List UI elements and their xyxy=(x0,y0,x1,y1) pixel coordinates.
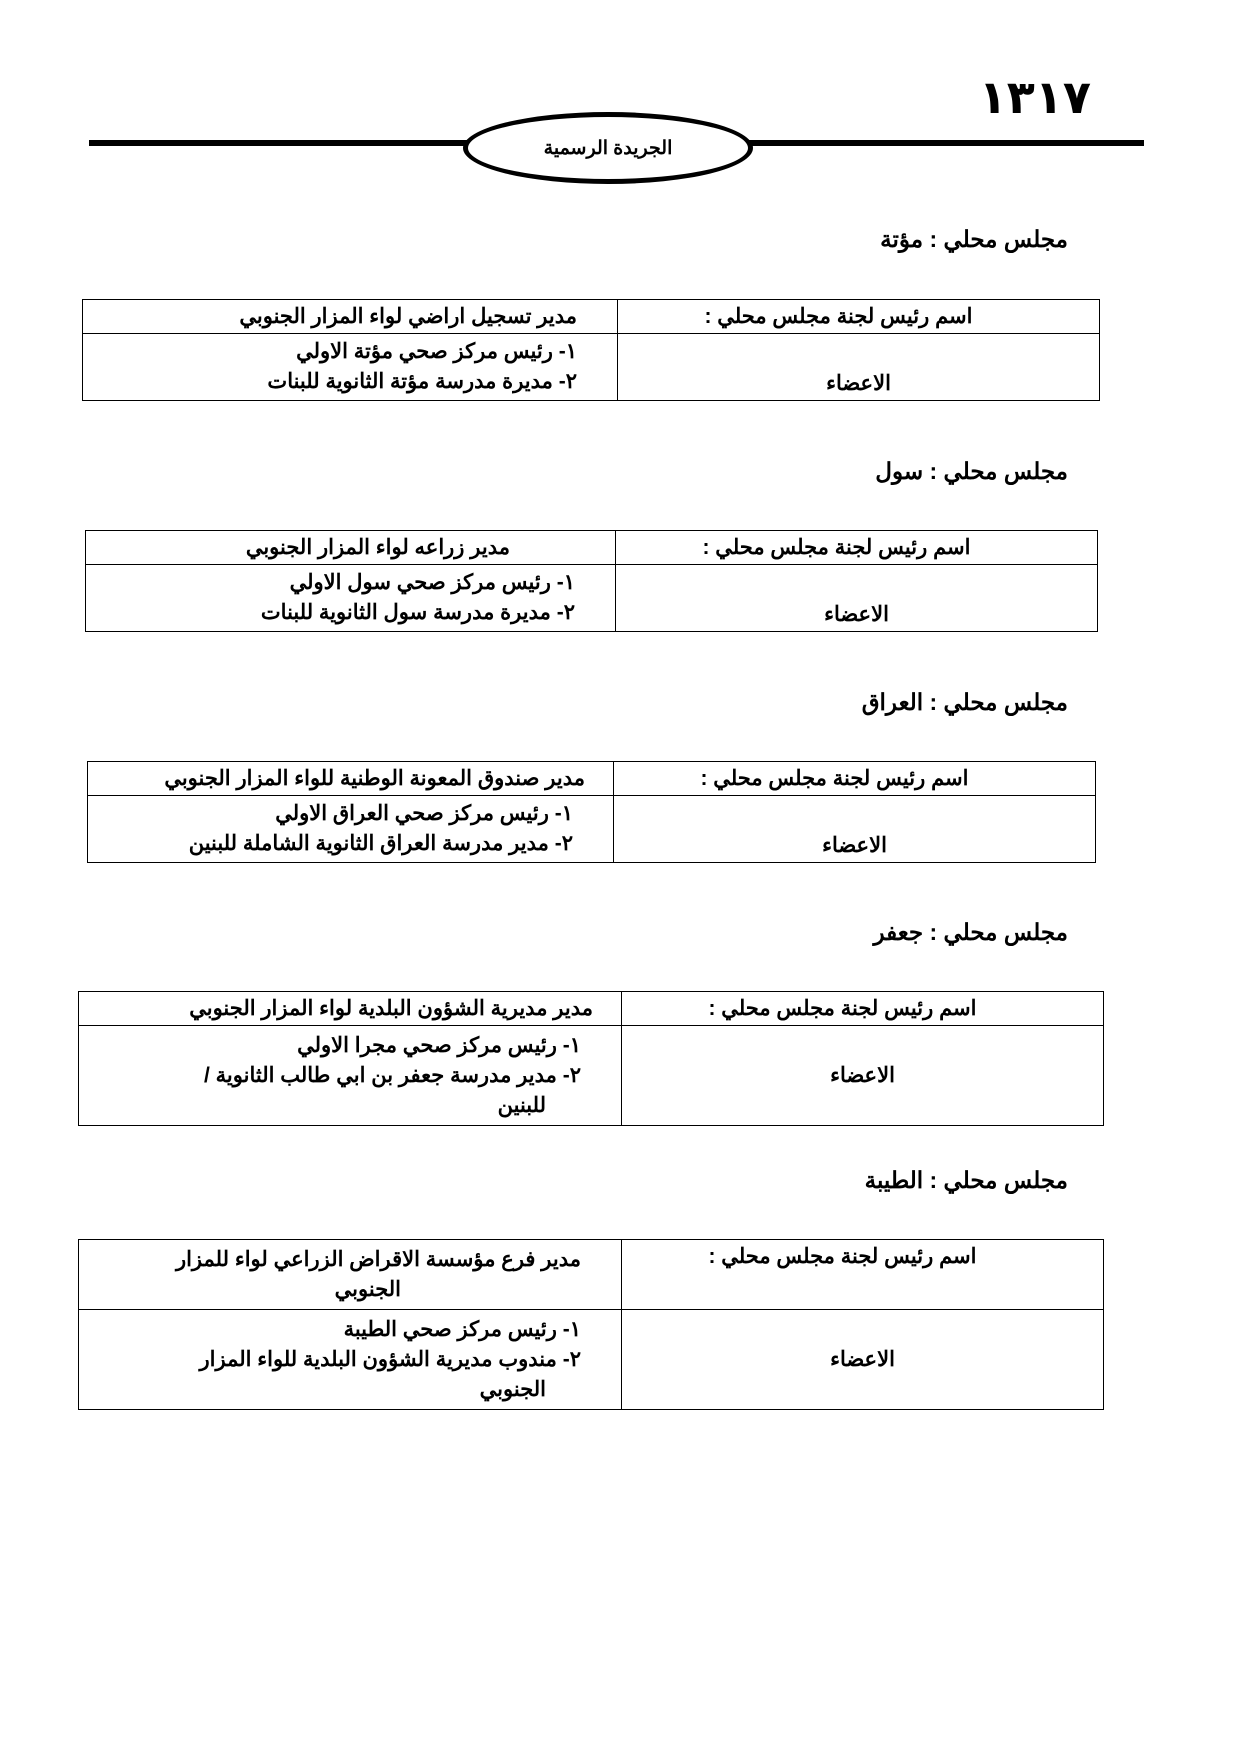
council-table-tayba xyxy=(78,1239,1104,1410)
chair-label-cell xyxy=(614,762,1096,796)
council-title-iraq: مجلس محلي : العراق xyxy=(861,689,1068,715)
chair-value: مدير زراعه لواء المزار الجنوبي xyxy=(245,536,510,559)
chair-label-cell xyxy=(622,992,1104,1026)
council-title-mutah: مجلس محلي : مؤتة xyxy=(880,226,1068,252)
chair-value-cell xyxy=(79,992,622,1026)
council-table-jafar xyxy=(78,991,1104,1126)
members-label-cell xyxy=(616,565,1098,632)
chair-label: اسم رئيس لجنة مجلس محلي : xyxy=(708,1245,977,1268)
member-item-continuation: الجنوبي xyxy=(479,1377,546,1401)
members-label-cell xyxy=(622,1026,1104,1126)
chair-value-cell xyxy=(88,762,614,796)
member-item: ٢- مدير مدرسة العراق الثانوية الشاملة للبنين xyxy=(188,832,573,855)
council-title-sul: مجلس محلي : سول xyxy=(875,458,1068,484)
members-row xyxy=(86,565,1098,632)
chair-row xyxy=(88,762,1096,796)
chair-label-cell xyxy=(618,300,1100,334)
gazette-header-oval xyxy=(463,112,753,184)
member-item: ٢- مديرة مدرسة مؤتة الثانوية للبنات xyxy=(267,370,577,393)
chair-label: اسم رئيس لجنة مجلس محلي : xyxy=(700,767,969,790)
members-row xyxy=(83,334,1100,401)
chair-value: مدير فرع مؤسسة الاقراض الزراعي لواء للمزار xyxy=(175,1247,581,1271)
members-label: الاعضاء xyxy=(830,1064,895,1087)
member-item: ٢- مديرة مدرسة سول الثانوية للبنات xyxy=(260,601,575,624)
chair-label-cell xyxy=(616,531,1098,565)
members-row xyxy=(88,796,1096,863)
council-table-iraq xyxy=(87,761,1096,863)
members-label-cell xyxy=(614,796,1096,863)
chair-row xyxy=(79,1240,1104,1310)
members-label: الاعضاء xyxy=(824,603,889,626)
chair-value-cell xyxy=(79,1240,622,1310)
gazette-header-title: الجريدة الرسمية xyxy=(543,137,673,159)
members-value-cell xyxy=(79,1310,622,1410)
chair-label: اسم رئيس لجنة مجلس محلي : xyxy=(708,997,977,1020)
members-row xyxy=(79,1026,1104,1126)
chair-label-cell xyxy=(622,1240,1104,1310)
members-value-cell xyxy=(83,334,618,401)
chair-label: اسم رئيس لجنة مجلس محلي : xyxy=(702,536,971,559)
member-item: ١- رئيس مركز صحي مجرا الاولي xyxy=(297,1033,581,1057)
chair-value: مدير تسجيل اراضي لواء المزار الجنوبي xyxy=(239,305,577,328)
chair-row xyxy=(83,300,1100,334)
council-table-mutah xyxy=(82,299,1100,401)
members-value-cell xyxy=(79,1026,622,1126)
council-title-jafar: مجلس محلي : جعفر xyxy=(873,919,1068,945)
chair-value: مدير مديرية الشؤون البلدية لواء المزار الجنوبي xyxy=(189,997,593,1020)
chair-value-cell xyxy=(86,531,616,565)
member-item: ١- رئيس مركز صحي الطيبة xyxy=(343,1317,581,1341)
members-label: الاعضاء xyxy=(826,372,891,395)
members-label-cell xyxy=(622,1310,1104,1410)
member-item: ١- رئيس مركز صحي سول الاولي xyxy=(289,571,575,594)
chair-value-continuation: الجنوبي xyxy=(334,1277,401,1301)
members-label: الاعضاء xyxy=(830,1348,895,1371)
chair-label: اسم رئيس لجنة مجلس محلي : xyxy=(704,305,973,328)
chair-value: مدير صندوق المعونة الوطنية للواء المزار الجنوبي xyxy=(164,767,585,790)
council-table-sul xyxy=(85,530,1098,632)
chair-value-cell xyxy=(83,300,618,334)
chair-row xyxy=(79,992,1104,1026)
member-item: ١- رئيس مركز صحي العراق الاولي xyxy=(275,802,573,825)
member-item: ٢- مندوب مديرية الشؤون البلدية للواء المزار xyxy=(199,1347,581,1371)
council-title-tayba: مجلس محلي : الطيبة xyxy=(864,1167,1068,1193)
members-label: الاعضاء xyxy=(822,834,887,857)
members-value-cell xyxy=(88,796,614,863)
member-item-continuation: للبنين xyxy=(497,1093,546,1117)
members-value-cell xyxy=(86,565,616,632)
member-item: ١- رئيس مركز صحي مؤتة الاولي xyxy=(296,340,577,363)
page-number: ١٣١٧ xyxy=(978,70,1091,124)
chair-row xyxy=(86,531,1098,565)
members-row xyxy=(79,1310,1104,1410)
member-item: ٢- مدير مدرسة جعفر بن ابي طالب الثانوية / xyxy=(204,1063,581,1087)
members-label-cell xyxy=(618,334,1100,401)
